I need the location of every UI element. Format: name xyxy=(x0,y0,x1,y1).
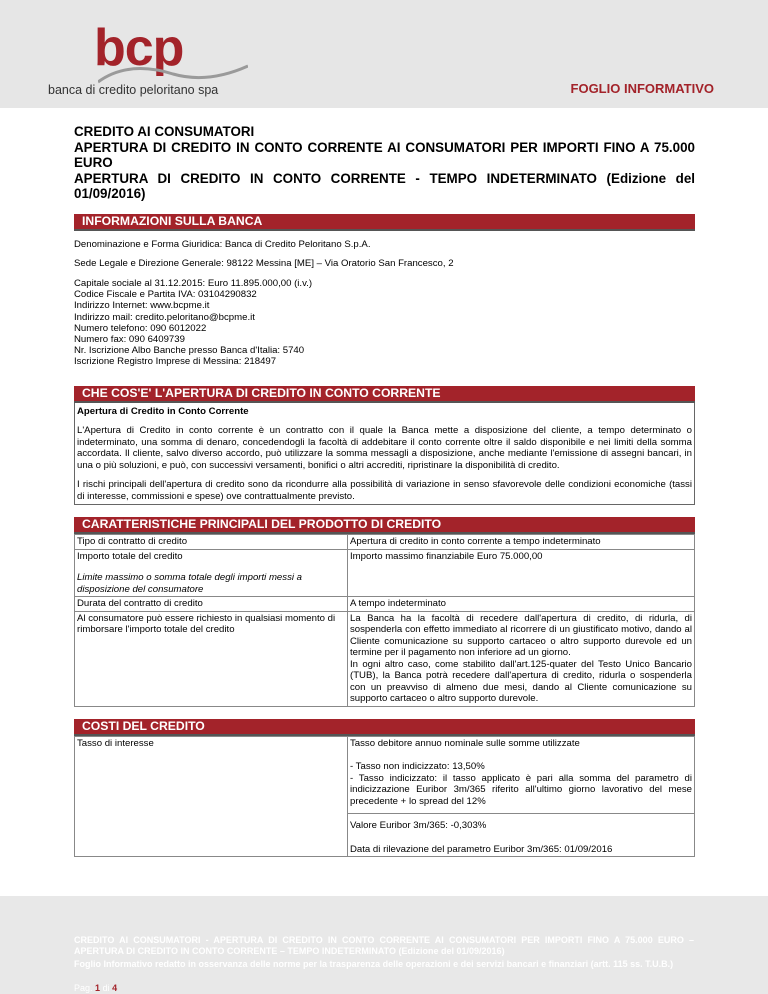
bank-capital: Capitale sociale al 31.12.2015: Euro 11.895.000,00 (i.v.) xyxy=(74,277,313,289)
page-footer xyxy=(0,896,768,994)
page-total: 4 xyxy=(112,983,118,993)
row-value: Importo massimo finanziabile Euro 75.000,00 xyxy=(348,549,695,597)
euribor-value: Valore Euribor 3m/365: -0,303% xyxy=(350,820,487,832)
row-label xyxy=(75,549,348,597)
page-separator: di xyxy=(102,983,110,993)
what-is-paragraph-1: L'Apertura di Credito in conto corrente è un contratto con il quale la Banca mette a disposizione del cliente, a tempo determinato o indeterminato, una somma di denaro, concedendogli la facoltà di addebitare il conto corrente oltre il saldo disponibile e nei limiti della somma accordata. Il cliente, salvo diverso accordo, può utilizzare la somma messagli a disposizione, anche mediante l'emissione di assegni bancari, in una o più soluzioni, e può, con successivi versamenti, bonifici o altri accrediti, ripristinare la disponibilità di credito. xyxy=(77,425,692,471)
title-line-3: APERTURA DI CREDITO IN CONTO CORRENTE - TEMPO INDETERMINATO (Edizione del 01/09/2016) xyxy=(74,170,695,202)
section-what-is-heading: CHE COS'E' L'APERTURA DI CREDITO IN CONTO CORRENTE xyxy=(74,386,695,403)
page-current: 1 xyxy=(95,983,101,993)
withdrawal-text-b: In ogni altro caso, come stabilito dall'art.125-quater del Testo Unico Bancario (TUB), la Banca potrà recedere dall'apertura di credito, ridurla o sospenderla con un preavviso di almeno due mesi, dando al Cliente comunicazione su supporto cartaceo o altro supporto durevole. xyxy=(350,658,692,705)
page-prefix: Pag. xyxy=(74,983,93,993)
table-row xyxy=(75,611,695,706)
bank-denomination: Denominazione e Forma Giuridica: Banca di Credito Peloritano S.p.A. xyxy=(74,238,371,250)
document-body xyxy=(74,124,695,857)
header-band xyxy=(0,0,768,108)
section-bank-info-heading: INFORMAZIONI SULLA BANCA xyxy=(74,214,695,231)
euribor-date: Data di rilevazione del parametro Euribor 3m/365: 01/09/2016 xyxy=(350,843,613,855)
bank-register-number: Nr. Iscrizione Albo Banche presso Banca d'Italia: 5740 xyxy=(74,345,305,357)
document-title xyxy=(74,124,695,202)
bcp-logo xyxy=(48,19,248,100)
table-row xyxy=(75,736,695,857)
row-value: Apertura di credito in conto corrente a tempo indeterminato xyxy=(348,535,695,550)
row-label: Tipo di contratto di credito xyxy=(75,535,348,550)
page-number xyxy=(74,983,117,993)
credit-amount-label: Importo totale del credito xyxy=(77,550,183,562)
bank-email: Indirizzo mail: credito.peloritano@bcpme.it xyxy=(74,311,255,323)
features-table xyxy=(74,534,695,707)
bank-website: Indirizzo Internet: www.bcpme.it xyxy=(74,300,210,312)
table-row xyxy=(75,535,695,550)
row-value xyxy=(348,611,695,706)
credit-amount-note: Limite massimo o somma totale degli importi messi a disposizione del consumatore xyxy=(77,572,302,595)
logo-wordmark: bcp xyxy=(94,19,184,77)
section-bank-info xyxy=(74,239,695,368)
what-is-paragraph-2: I rischi principali dell'apertura di credito sono da ricondurre alla possibilità di variazione in senso sfavorevole delle condizioni economiche (tassi di interesse, commissioni e spese) ove contrattualmente previsto. xyxy=(77,479,692,502)
rate-indexed: - Tasso indicizzato: il tasso applicato è pari alla somma del parametro di indicizzazione Euribor 3m/365 riferito all'ultimo giorno lavorativo del mese precedente + lo spread del 12% xyxy=(350,772,692,807)
bank-phone: Numero telefono: 090 6012022 xyxy=(74,322,207,334)
table-row xyxy=(75,597,695,612)
rate-description: Tasso debitore annuo nominale sulle somme utilizzate xyxy=(350,737,580,749)
logo-arc-icon xyxy=(98,56,248,84)
logo-tagline: banca di credito peloritano spa xyxy=(48,83,219,97)
section-what-is xyxy=(74,403,695,506)
bank-details-list xyxy=(74,278,695,368)
row-value xyxy=(348,736,695,857)
costs-table xyxy=(74,736,695,858)
bank-business-register: Iscrizione Registro Imprese di Messina: 218497 xyxy=(74,356,277,368)
footer-product-line: CREDITO AI CONSUMATORI - APERTURA DI CREDITO IN CONTO CORRENTE AI CONSUMATORI PER IMPORTI FINO A 75.000 EURO – APERTURA DI CREDITO IN CONTO CORRENTE – TEMPO INDETERMINATO (Edizione del 01/09/2016) xyxy=(74,935,694,956)
row-label: Tasso di interesse xyxy=(75,736,348,857)
bank-tax-code: Codice Fiscale e Partita IVA: 03104290832 xyxy=(74,289,257,301)
bank-registered-office: Sede Legale e Direzione Generale: 98122 Messina [ME] – Via Oratorio San Francesco, 2 xyxy=(74,258,454,270)
title-line-1: CREDITO AI CONSUMATORI xyxy=(74,124,255,139)
table-row xyxy=(75,549,695,597)
section-costs-heading: COSTI DEL CREDITO xyxy=(74,719,695,736)
bank-fax: Numero fax: 090 6409739 xyxy=(74,333,185,345)
row-value: A tempo indeterminato xyxy=(348,597,695,612)
row-label: Al consumatore può essere richiesto in qualsiasi momento di rimborsare l'importo totale del credito xyxy=(75,611,348,706)
rate-fixed: - Tasso non indicizzato: 13,50% xyxy=(350,761,485,773)
document-type: FOGLIO INFORMATIVO xyxy=(570,81,714,96)
what-is-subheading: Apertura di Credito in Conto Corrente xyxy=(77,405,249,417)
footer-regulation-line: Foglio Informativo redatto in osservanza delle norme per la trasparenza delle operazioni e dei servizi bancari e finanziari (artt. 115 ss. T.U.B.) xyxy=(74,959,674,969)
row-label: Durata del contratto di credito xyxy=(75,597,348,612)
withdrawal-text-a: La Banca ha la facoltà di recedere dall'apertura di credito, di ridurla, di sospenderla con effetto immediato al ricorrere di un giustificato motivo, dando al Cliente comunicazione su supporto cartaceo o altro supporto durevole ed un termine per il pagamento non inferiore ad un giorno. xyxy=(350,612,692,659)
title-line-2: APERTURA DI CREDITO IN CONTO CORRENTE AI CONSUMATORI PER IMPORTI FINO A 75.000 EURO xyxy=(74,139,695,171)
section-features-heading: CARATTERISTICHE PRINCIPALI DEL PRODOTTO DI CREDITO xyxy=(74,517,695,534)
